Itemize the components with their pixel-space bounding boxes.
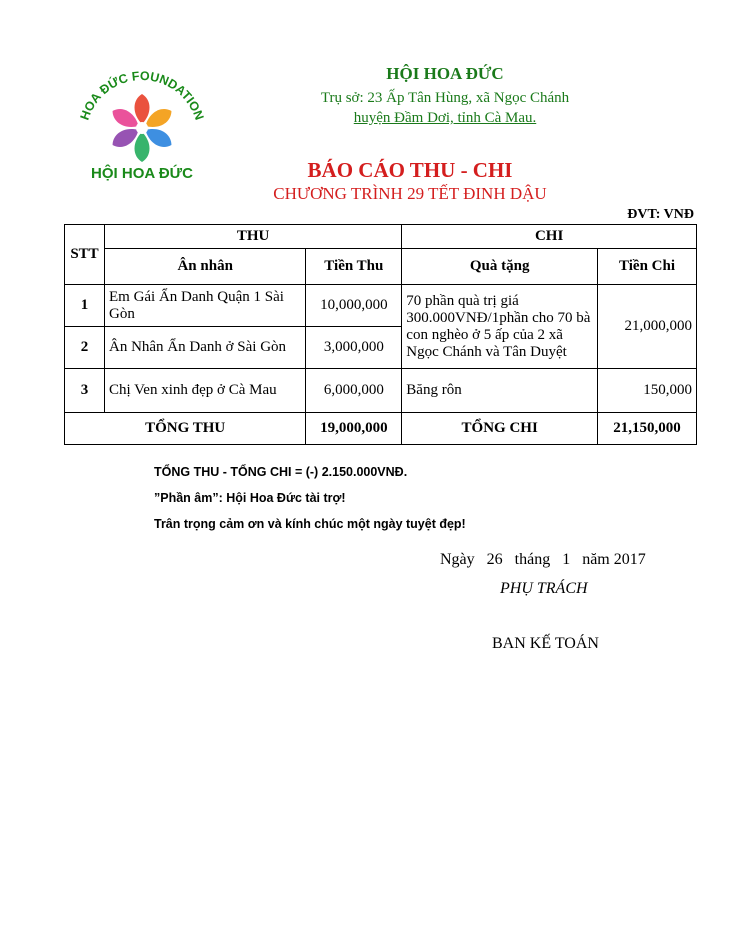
logo-arc-text: HOA ĐỨC FOUNDATION — [77, 68, 207, 122]
stt-header: STT — [65, 225, 105, 285]
row-income: 6,000,000 — [306, 369, 402, 413]
date-day: 26 — [486, 551, 503, 568]
logo-petal — [135, 132, 150, 162]
signer-name: BAN KẾ TOÁN — [492, 635, 599, 652]
chi-header: CHI — [402, 225, 697, 249]
logo-bottom-text: HỘI HOA ĐỨC — [91, 165, 193, 182]
table-row — [65, 369, 697, 413]
thu-header: THU — [104, 225, 401, 249]
table-row — [65, 285, 697, 327]
date-year-label: năm — [582, 551, 610, 568]
currency-unit: ĐVT: VNĐ — [627, 207, 694, 222]
total-income: 19,000,000 — [306, 413, 402, 445]
total-income-label: TỔNG THU — [65, 413, 306, 445]
balance-note: TỔNG THU - TỔNG CHI = (-) 2.150.000VNĐ. — [154, 465, 408, 479]
lotus-flower-icon — [64, 64, 220, 200]
tien-chi-header: Tiền Chi — [598, 249, 697, 285]
row-donor: Ân Nhân Ẩn Danh ở Sài Gòn — [104, 327, 305, 369]
signer-role: PHỤ TRÁCH — [500, 580, 588, 597]
row-income: 3,000,000 — [306, 327, 402, 369]
address-line-1: Trụ sở: 23 Ấp Tân Hùng, xã Ngọc Chánh — [320, 90, 570, 106]
row-stt: 3 — [65, 369, 105, 413]
notes — [154, 465, 466, 543]
row-gift: Băng rôn — [402, 369, 598, 413]
date-month-label: tháng — [514, 551, 551, 568]
an-nhan-header: Ân nhân — [104, 249, 305, 285]
row-donor: Chị Ven xinh đẹp ở Cà Mau — [104, 369, 305, 413]
total-expense: 21,150,000 — [598, 413, 697, 445]
row-donor: Em Gái Ẩn Danh Quận 1 Sài Gòn — [104, 285, 305, 327]
foundation-logo — [64, 64, 220, 200]
sponsor-note: ”Phần âm”: Hội Hoa Đức tài trợ! — [154, 491, 346, 505]
org-name: HỘI HOA ĐỨC — [386, 64, 504, 83]
gift-description: 70 phần quà trị giá 300.000VNĐ/1phần cho 70 bà con nghèo ở 5 ấp của 2 xã Ngọc Chánh và Tân Duyệt — [402, 285, 598, 369]
logo-petal — [135, 94, 150, 124]
gift-amount: 21,000,000 — [598, 285, 697, 369]
organization-info — [280, 64, 610, 128]
row-income: 10,000,000 — [306, 285, 402, 327]
address-line-2: huyện Đầm Dơi, tỉnh Cà Mau. — [353, 110, 537, 126]
tien-thu-header: Tiền Thu — [306, 249, 402, 285]
row-stt: 1 — [65, 285, 105, 327]
date-year: 2017 — [613, 551, 646, 568]
row-gift-amount: 150,000 — [598, 369, 697, 413]
date-month: 1 — [562, 551, 571, 568]
qua-tang-header: Quà tặng — [402, 249, 598, 285]
total-expense-label: TỔNG CHI — [402, 413, 598, 445]
report-subtitle: CHƯƠNG TRÌNH 29 TẾT ĐINH DẬU — [273, 184, 547, 203]
totals-row — [65, 413, 697, 445]
row-stt: 2 — [65, 327, 105, 369]
report-title: BÁO CÁO THU - CHI — [307, 158, 513, 182]
income-expense-table — [64, 224, 697, 445]
date-prefix: Ngày — [440, 551, 475, 568]
report-date — [440, 551, 646, 569]
thanks-note: Trân trọng cảm ơn và kính chúc một ngày tuyệt đẹp! — [154, 517, 466, 531]
